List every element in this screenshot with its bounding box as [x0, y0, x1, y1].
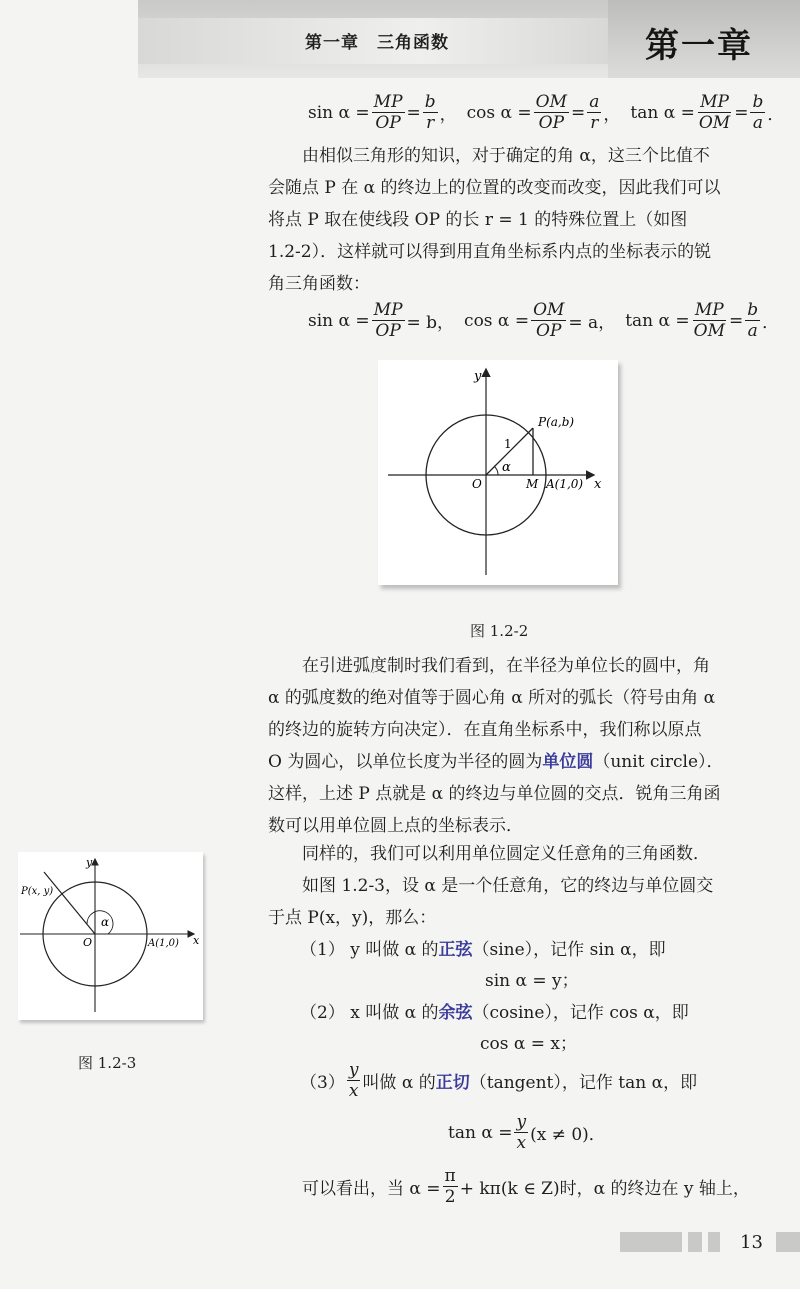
point-p-label: P(x, y) [21, 886, 54, 897]
text-line: 如图 1.2-3，设 α 是一个任意角，它的终边与单位圆交 [302, 876, 714, 896]
fraction: $\frac{OM}{OP}$ [533, 300, 565, 341]
fraction: $\frac{y}{x}$ [348, 1060, 359, 1101]
fraction: $\frac{b}{r}$ [424, 92, 436, 133]
origin-label: O [83, 936, 93, 949]
text-line: 这样，上述 P 点就是 α 的终边与单位圆的交点．锐角三角函 [268, 784, 721, 804]
keyword-tangent: 正切 [435, 1073, 470, 1093]
keyword-unit-circle: 单位圆 [542, 752, 594, 772]
text-line: 于点 P(x，y)，那么： [268, 908, 437, 928]
paragraph-unit-circle [268, 650, 768, 842]
fraction: $\frac{b}{a}$ [752, 92, 764, 133]
fraction: $\frac{MP}{OP}$ [373, 92, 403, 133]
definition-cosine: （2） x 叫做 α 的余弦（cosine），记作 cos α，即 [300, 1003, 689, 1023]
fraction: $\frac{a}{r}$ [589, 92, 600, 133]
alpha-label: α [101, 915, 110, 929]
y-axis-label: y [86, 856, 93, 869]
text-line: 同样的，我们可以利用单位圆定义任意角的三角函数． [302, 844, 710, 864]
footer-decoration [776, 1232, 800, 1252]
point-p-label: P(a,b) [538, 415, 575, 429]
formula-ratio-unit: sin α = $\frac{MP}{OP}$ = b， cos α = $\frac{OM}{OP}$ = a， tan α = $\frac{MP}{OM}$ = $\frac{b}{a}$ ． [308, 300, 780, 341]
paragraph-arbitrary-angle [268, 838, 768, 934]
definition-tangent: （3） $\frac{y}{x}$ 叫做 α 的 正切 （tangent），记作 tan α，即 [300, 1060, 698, 1101]
origin-label: O [472, 477, 482, 491]
fraction: $\frac{b}{a}$ [747, 300, 759, 341]
keyword-sine: 正弦 [438, 940, 473, 960]
x-axis-label: x [193, 934, 200, 947]
fraction: $\frac{\pi}{2}$ [444, 1166, 456, 1207]
cos-label: cos α = [466, 102, 532, 123]
fraction: $\frac{y}{x}$ [516, 1112, 527, 1153]
text-line: 会随点 P 在 α 的终边上的位置的改变而改变，因此我们可以 [268, 178, 721, 198]
text-line: 在引进弧度制时我们看到，在半径为单位长的圆中，角 [302, 656, 710, 676]
page-number: 13 [740, 1232, 763, 1253]
fraction: $\frac{MP}{OM}$ [693, 300, 725, 341]
formula-sine: sin α = y； [485, 971, 579, 991]
terminal-side [44, 872, 95, 934]
paragraph-similar-triangles [268, 140, 768, 300]
fraction: $\frac{OM}{OP}$ [535, 92, 568, 133]
formula-tangent: tan α = $\frac{y}{x}$ (x ≠ 0)． [448, 1112, 606, 1153]
point-a-label: A(1,0) [546, 477, 584, 491]
text-line: O 为圆心，以单位长度为半径的圆为单位圆（unit circle）． [268, 752, 724, 772]
formula-cosine: cos α = x； [480, 1034, 578, 1054]
text-line: 的终边的旋转方向决定）．在直角坐标系中，我们称以原点 [268, 720, 702, 740]
text-line: 由相似三角形的知识，对于确定的角 α，这三个比值不 [302, 146, 710, 166]
fraction: $\frac{MP}{OM}$ [698, 92, 731, 133]
fraction: $\frac{MP}{OP}$ [373, 300, 403, 341]
angle-arc [494, 466, 498, 475]
text-line: α 的弧度数的绝对值等于圆心角 α 所对的弧长（符号由角 α [268, 688, 716, 708]
point-m-label: M [526, 477, 539, 491]
x-axis-label: x [594, 477, 602, 492]
y-axis-label: y [474, 369, 482, 384]
conclusion-line: 可以看出，当 α = $\frac{\pi}{2}$ + kπ(k ∈ Z)时，α 的终边在 y 轴上， [302, 1166, 750, 1207]
definition-sine: （1） y 叫做 α 的正弦（sine），记作 sin α，即 [300, 940, 666, 960]
footer-decoration [688, 1232, 702, 1252]
unit-circle-diagram [18, 852, 203, 1020]
figure-caption: 图 1.2-3 [78, 1054, 137, 1072]
keyword-cosine: 余弦 [438, 1003, 473, 1023]
figure-caption: 图 1.2-2 [470, 622, 529, 640]
point-a-label: A(1,0) [148, 938, 179, 949]
radius-label: 1 [504, 437, 512, 451]
chapter-tab-label: 第一章 [645, 26, 753, 66]
unit-circle-diagram [378, 360, 618, 585]
footer-decoration [708, 1232, 720, 1252]
alpha-label: α [502, 460, 511, 475]
footer-decoration [620, 1232, 682, 1252]
tan-label: tan α = [630, 102, 695, 123]
text-line: 将点 P 取在使线段 OP 的长 r = 1 的特殊位置上（如图 [268, 210, 688, 230]
sin-label: sin α = [308, 102, 370, 123]
text-line: 数可以用单位圆上点的坐标表示． [268, 816, 523, 836]
text-line: 1.2-2）．这样就可以得到用直角坐标系内点的坐标表示的锐 [268, 242, 712, 262]
figure-unit-circle-acute [378, 360, 618, 585]
formula-ratio-general: sin α = $\frac{MP}{OP}$ = $\frac{b}{r}$ ， cos α = $\frac{OM}{OP}$ = $\frac{a}{r}$ ， tan α = $\frac{MP}{OM}$ = $\frac{b}{a}$ ． [308, 92, 785, 133]
text-line: 角三角函数： [268, 274, 370, 294]
chapter-title: 第一章 三角函数 [305, 33, 449, 53]
figure-unit-circle-arbitrary [18, 852, 203, 1020]
